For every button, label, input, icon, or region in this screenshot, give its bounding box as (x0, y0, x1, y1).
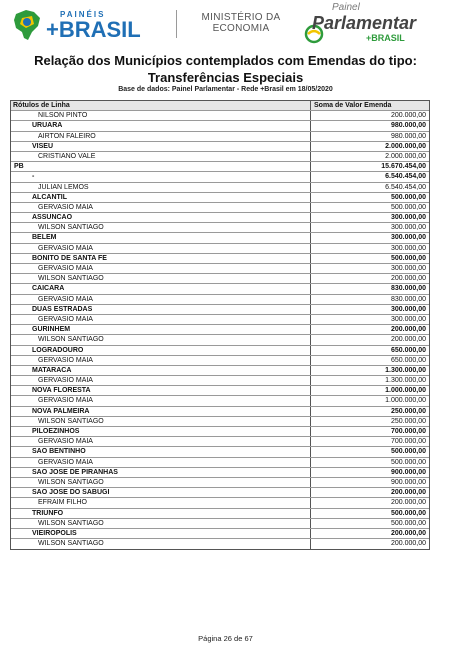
row-label: PILOEZINHOS (11, 427, 311, 436)
table-row (11, 305, 429, 315)
table-row (11, 223, 429, 233)
row-value: 200.000,00 (390, 275, 426, 283)
row-label: WILSON SANTIAGO (11, 417, 311, 426)
row-value: 980.000,00 (390, 132, 426, 140)
row-value: 300.000,00 (390, 224, 426, 232)
row-label: GERVASIO MAIA (11, 244, 311, 253)
row-value: 200.000,00 (390, 540, 426, 548)
row-label: NILSON PINTO (11, 111, 311, 120)
row-label: VISEU (11, 142, 311, 151)
row-value: 1.000.000,00 (385, 387, 426, 395)
table-row (11, 233, 429, 243)
table-row (11, 244, 429, 254)
row-label: NOVA FLORESTA (11, 386, 311, 395)
row-value: 500.000,00 (390, 519, 426, 527)
row-value: 900.000,00 (390, 478, 426, 486)
table-row (11, 213, 429, 223)
pp-line-3: +BRASIL (366, 33, 405, 43)
table-row (11, 193, 429, 203)
table-row (11, 529, 429, 539)
ministry-line-1: MINISTÉRIO DA (201, 12, 281, 23)
row-value: 2.000.000,00 (385, 152, 426, 160)
row-value: 300.000,00 (390, 315, 426, 323)
table-row (11, 498, 429, 508)
row-label: GERVASIO MAIA (11, 458, 311, 467)
table-row (11, 417, 429, 427)
row-value: 200.000,00 (390, 336, 426, 344)
table-row (11, 539, 429, 549)
table-row (11, 264, 429, 274)
row-value: 6.540.454,00 (385, 173, 426, 181)
row-value: 900.000,00 (390, 468, 426, 476)
row-label: EFRAIM FILHO (11, 498, 311, 507)
page-subtitle: Base de dados: Painel Parlamentar - Rede +Brasil em 18/05/2020 (118, 86, 333, 93)
row-label: WILSON SANTIAGO (11, 223, 311, 232)
page-header (0, 0, 451, 50)
row-label: GERVASIO MAIA (11, 437, 311, 446)
row-label: CRISTIANO VALE (11, 152, 311, 161)
ministry-line-2: ECONOMIA (212, 23, 270, 34)
table-row (11, 315, 429, 325)
table-row (11, 335, 429, 345)
table-row (11, 254, 429, 264)
table-row (11, 468, 429, 478)
table-row (11, 437, 429, 447)
row-value: 980.000,00 (390, 122, 426, 130)
title-line-1: Relação dos Municípios contemplados com Emendas do tipo: (34, 53, 417, 68)
row-label: GERVASIO MAIA (11, 315, 311, 324)
row-value: 830.000,00 (390, 295, 426, 303)
row-label: AIRTON FALEIRO (11, 132, 311, 141)
row-label: SAO JOSE DE PIRANHAS (11, 468, 311, 477)
table-row (11, 183, 429, 193)
table-row (11, 284, 429, 294)
row-value: 650.000,00 (390, 346, 426, 354)
column-header-values: Soma de Valor Emenda (314, 102, 392, 109)
row-label: GURINHEM (11, 325, 311, 334)
row-value: 200.000,00 (390, 112, 426, 120)
table-row (11, 396, 429, 406)
row-value: 1.300.000,00 (385, 366, 426, 374)
column-header-labels: Rótulos de Linha (11, 101, 311, 110)
row-label: WILSON SANTIAGO (11, 274, 311, 283)
row-label: WILSON SANTIAGO (11, 478, 311, 487)
table-header-row (11, 101, 429, 111)
row-label: TRIUNFO (11, 509, 311, 518)
row-label: GERVASIO MAIA (11, 295, 311, 304)
table-row (11, 427, 429, 437)
table-row (11, 152, 429, 162)
row-value: 200.000,00 (390, 499, 426, 507)
table-row (11, 346, 429, 356)
row-label: SAO JOSE DO SABUGI (11, 488, 311, 497)
row-value: 250.000,00 (390, 417, 426, 425)
row-value: 200.000,00 (390, 529, 426, 537)
pivot-table (10, 100, 430, 550)
row-label: PB (11, 162, 311, 171)
table-row (11, 447, 429, 457)
table-row (11, 274, 429, 284)
table-row (11, 458, 429, 468)
row-label: CAICARA (11, 284, 311, 293)
table-row (11, 132, 429, 142)
row-label: GERVASIO MAIA (11, 396, 311, 405)
row-value: 1.000.000,00 (385, 397, 426, 405)
table-row (11, 366, 429, 376)
row-value: 500.000,00 (390, 458, 426, 466)
row-value: 500.000,00 (390, 203, 426, 211)
row-label: GERVASIO MAIA (11, 376, 311, 385)
table-row (11, 386, 429, 396)
table-row (11, 519, 429, 529)
row-label: GERVASIO MAIA (11, 264, 311, 273)
row-value: 6.540.454,00 (385, 183, 426, 191)
table-row (11, 172, 429, 182)
row-label: JULIAN LEMOS (11, 183, 311, 192)
row-label: NOVA PALMEIRA (11, 407, 311, 416)
row-value: 300.000,00 (390, 265, 426, 272)
page-title (0, 52, 451, 86)
row-value: 500.000,00 (390, 254, 426, 262)
row-value: 500.000,00 (390, 509, 426, 517)
header-divider (176, 10, 177, 38)
table-row (11, 488, 429, 498)
table-row (11, 478, 429, 488)
row-value: 300.000,00 (390, 305, 426, 313)
row-value: 300.000,00 (390, 234, 426, 242)
table-row (11, 376, 429, 386)
ministry-label (186, 12, 296, 34)
row-label: BELEM (11, 233, 311, 242)
row-value: 200.000,00 (390, 489, 426, 497)
table-row (11, 203, 429, 213)
table-row (11, 325, 429, 335)
row-label: GERVASIO MAIA (11, 203, 311, 212)
row-value: 300.000,00 (390, 214, 426, 222)
table-row (11, 162, 429, 172)
row-label: - (11, 172, 311, 181)
row-value: 15.670.454,00 (381, 163, 426, 171)
row-label: DUAS ESTRADAS (11, 305, 311, 314)
table-row (11, 407, 429, 417)
table-row (11, 111, 429, 121)
row-value: 500.000,00 (390, 448, 426, 456)
pp-line-1: Painel (332, 2, 360, 13)
pp-line-2: Parlamentar (312, 13, 417, 33)
row-value: 250.000,00 (390, 407, 426, 415)
row-label: ASSUNCAO (11, 213, 311, 222)
row-label: WILSON SANTIAGO (11, 519, 311, 528)
row-label: GERVASIO MAIA (11, 356, 311, 365)
row-label: SAO BENTINHO (11, 447, 311, 456)
row-value: 830.000,00 (390, 285, 426, 293)
logo-top-text: PAINÉIS (60, 10, 106, 19)
row-value: 2.000.000,00 (385, 142, 426, 150)
page-number: Página 26 de 67 (198, 634, 253, 643)
table-row (11, 142, 429, 152)
row-label: URUARA (11, 121, 311, 130)
row-label: LOGRADOURO (11, 346, 311, 355)
brazil-map-icon (12, 8, 42, 42)
table-row (11, 295, 429, 305)
paineis-brasil-logo (12, 6, 162, 44)
title-line-2: Transferências Especiais (147, 70, 304, 85)
row-label: BONITO DE SANTA FE (11, 254, 311, 263)
row-value: 300.000,00 (390, 244, 426, 252)
table-row (11, 509, 429, 519)
row-value: 200.000,00 (390, 326, 426, 334)
row-value: 500.000,00 (390, 193, 426, 201)
row-label: MATARACA (11, 366, 311, 375)
row-label: WILSON SANTIAGO (11, 335, 311, 344)
row-value: 650.000,00 (390, 356, 426, 364)
row-label: WILSON SANTIAGO (11, 539, 311, 549)
logo-main-text: +BRASIL (46, 17, 141, 42)
row-label: VIEIROPOLIS (11, 529, 311, 538)
table-row (11, 121, 429, 131)
table-row (11, 356, 429, 366)
row-label: ALCANTIL (11, 193, 311, 202)
row-value: 700.000,00 (390, 428, 426, 435)
painel-parlamentar-logo (304, 2, 444, 46)
row-value: 700.000,00 (390, 438, 426, 446)
row-value: 1.300.000,00 (385, 377, 426, 385)
